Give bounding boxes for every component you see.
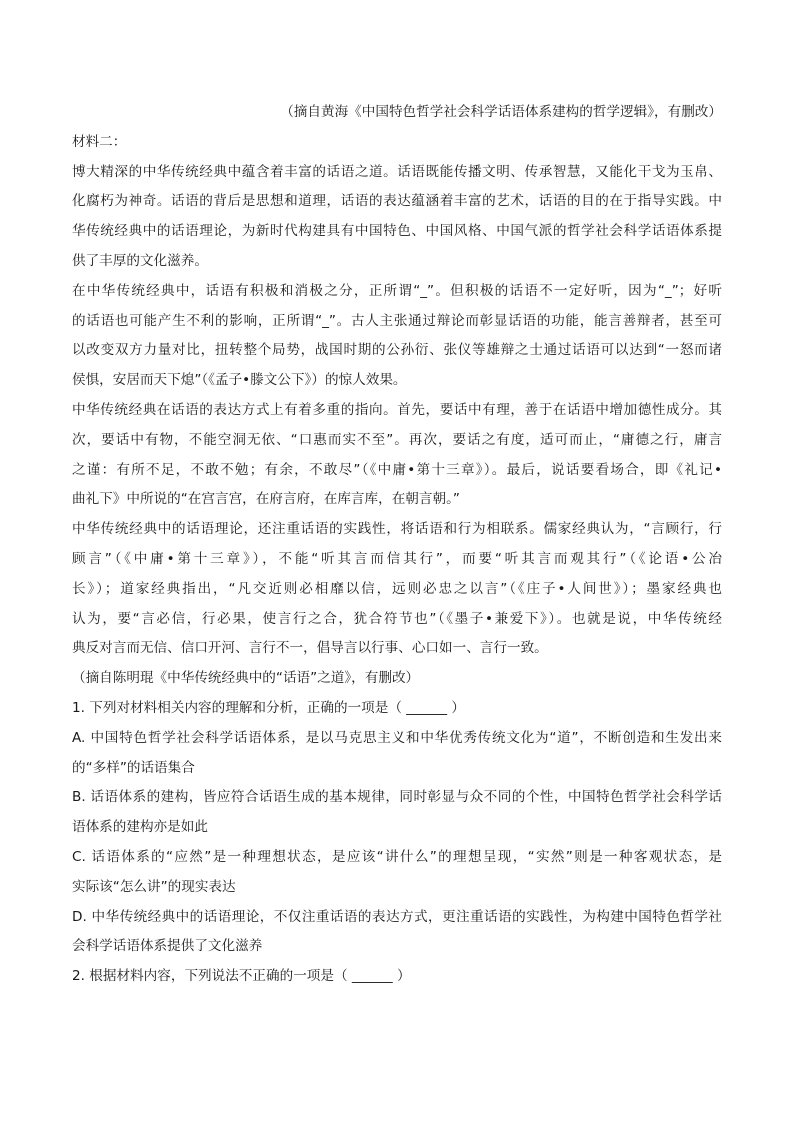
option-a[interactable] [72, 724, 722, 784]
paragraph-line: 之谨：有所不足，不敢不勉；有余，不敢尽”（《中庸•第十三章》）。最后，说话要看场合，即《礼记• [72, 461, 722, 478]
option-a-line: 的“多样”的话语集合 [72, 759, 195, 776]
paragraph-line: 供了丰厚的文化滋养。 [72, 252, 208, 269]
paragraph-line: 顾言”（《中庸•第十三章》），不能“听其言而信其行”，而要“听其言而观其行”（《论语•公冶 [72, 550, 722, 567]
paragraph-line: 在中华传统经典中，话语有积极和消极之分，正所谓“_”。但积极的话语不一定好听，因为“_”；好听 [72, 282, 722, 299]
paragraph-line: 中华传统经典中的话语理论，还注重话语的实践性，将话语和行为相联系。儒家经典认为，“言顾行，行 [72, 521, 722, 538]
source-citation-2: （摘自陈明琨《中华传统经典中的“话语”之道》，有删改） [72, 670, 420, 687]
option-b[interactable] [72, 783, 722, 843]
paragraph-line: 认为，要“言必信，行必果，使言行之合，犹合符节也”（《墨子•兼爱下》）。也就是说，中华传统经 [72, 610, 722, 627]
paragraph-3 [72, 396, 722, 515]
paragraph-line: 化腐朽为神奇。话语的背后是思想和道理，话语的表达蕴涵着丰富的艺术，话语的目的在于指导实践。中 [72, 193, 722, 210]
option-c-line: C. 话语体系的“应然”是一种理想状态，是应该“讲什么”的理想呈现，“实然”则是一种客观状态，是 [72, 848, 722, 865]
paragraph-line: 的话语也可能产生不利的影响，正所谓“_”。古人主张通过辩论而彰显话语的功能，能言善辩者，甚至可 [72, 312, 722, 329]
document-page [72, 98, 722, 992]
material-2-label: 材料二： [72, 133, 127, 150]
question-1-stem: 1. 下列对材料相关内容的理解和分析，正确的一项是（ ______ ） [72, 699, 465, 716]
question-2 [72, 962, 722, 992]
paragraph-line: 以改变双方力量对比，扭转整个局势，战国时期的公孙衍、张仪等雄辩之士通过话语可以达到“一怒而诸 [72, 342, 722, 359]
paragraph-line: 中华传统经典在话语的表达方式上有着多重的指向。首先，要话中有理，善于在话语中增加德性成分。其 [72, 401, 722, 418]
option-a-line: A. 中国特色哲学社会科学话语体系，是以马克思主义和中华优秀传统文化为“道”，不断创造和生发出来 [72, 729, 722, 746]
paragraph-line: 典反对言而无信、信口开河、言行不一，倡导言以行事、心口如一、言行一致。 [72, 640, 548, 657]
paragraph-1 [72, 158, 722, 277]
paragraph-4 [72, 515, 722, 664]
question-2-stem: 2. 根据材料内容，下列说法不正确的一项是（ ______ ） [72, 968, 411, 985]
paragraph-2 [72, 277, 722, 396]
option-b-line: B. 话语体系的建构，皆应符合话语生成的基本规律，同时彰显与众不同的个性，中国特色哲学社会科学话 [72, 789, 722, 806]
paragraph-line: 侯惧，安居而天下熄”（《孟子•滕文公下》）的惊人效果。 [72, 372, 407, 389]
option-d-line: 会科学话语体系提供了文化滋养 [72, 938, 263, 955]
option-b-line: 语体系的建构亦是如此 [72, 819, 208, 836]
paragraph-line: 华传统经典中的话语理论，为新时代构建具有中国特色、中国风格、中国气派的哲学社会科学话语体系提 [72, 223, 722, 240]
option-d[interactable] [72, 903, 722, 963]
paragraph-line: 博大精深的中华传统经典中蕴含着丰富的话语之道。话语既能传播文明、传承智慧，又能化干戈为玉帛、 [72, 163, 722, 180]
option-c[interactable] [72, 843, 722, 903]
option-d-line: D. 中华传统经典中的话语理论，不仅注重话语的表达方式，更注重话语的实践性，为构建中国特色哲学社 [72, 908, 722, 925]
paragraph-line: 次，要话中有物，不能空洞无依、“口惠而实不至”。再次，要话之有度，适可而止，“庸德之行，庸言 [72, 431, 722, 448]
option-c-line: 实际该“怎么讲”的现实表达 [72, 878, 236, 895]
paragraph-line: 长》）；道家经典指出，“凡交近则必相靡以信，远则必忠之以言”（《庄子•人间世》）；墨家经典也 [72, 580, 722, 597]
paragraph-line: 曲礼下》中所说的“在宫言宫，在府言府，在库言库，在朝言朝。” [72, 491, 460, 508]
source-citation-1: （摘自黄海《中国特色哲学社会科学话语体系建构的哲学逻辑》，有删改） [280, 104, 722, 120]
question-1 [72, 694, 722, 962]
